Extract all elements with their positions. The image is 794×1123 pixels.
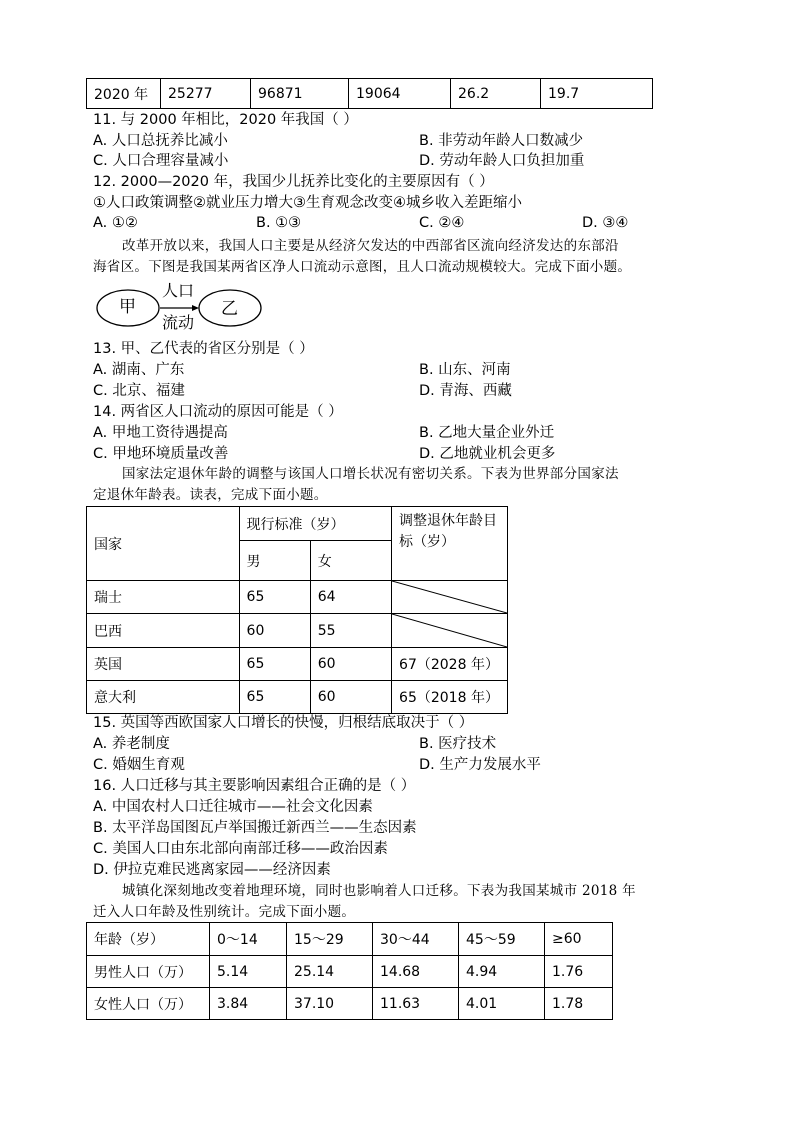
table-cell: 37.10 — [287, 988, 373, 1020]
question-13-option-d[interactable]: D. 青海、西藏 — [419, 383, 512, 399]
region-yi-label: 乙 — [221, 299, 238, 319]
question-15-stem: 15. 英国等西欧国家人口增长的快慢，归根结底取决于（ ） — [93, 715, 474, 731]
cell-target: 67（2028 年） — [392, 648, 508, 681]
table-cell: 1.76 — [545, 956, 613, 988]
question-14-option-c[interactable]: C. 甲地环境质量改善 — [93, 446, 229, 462]
retirement-age-table — [86, 506, 508, 714]
cell-country: 巴西 — [87, 614, 240, 648]
table-row — [87, 988, 613, 1020]
table-cell: 25.14 — [287, 956, 373, 988]
table-row — [87, 581, 508, 614]
question-12-option-a[interactable]: A. ①② — [93, 215, 138, 231]
table-row — [87, 79, 653, 109]
question-15-option-b[interactable]: B. 医疗技术 — [419, 736, 497, 752]
arrow-label-bottom: 流动 — [162, 313, 195, 332]
passage-3-line-1: 城镇化深刻地改变着地理环境，同时也影响着人口迁移。下表为我国某城市 2018 年 — [122, 883, 636, 899]
question-12-option-d[interactable]: D. ③④ — [582, 215, 629, 231]
table-row — [87, 923, 613, 956]
passage-2-line-1: 国家法定退休年龄的调整与该国人口增长状况有密切关系。下表为世界部分国家法 — [122, 466, 619, 482]
question-15-option-c[interactable]: C. 婚姻生育观 — [93, 757, 185, 773]
header-current-standard: 现行标准（岁） — [239, 507, 392, 541]
cell-female: 55 — [310, 614, 391, 648]
table-cell: 11.63 — [373, 988, 459, 1020]
table-cell: 0～14 — [210, 923, 287, 956]
table-cell: 26.2 — [451, 79, 541, 109]
passage-1-line-2: 海省区。下图是我国某两省区净人口流动示意图，且人口流动规模较大。完成下面小题。 — [93, 259, 632, 275]
question-16-option-d[interactable]: D. 伊拉克难民逃离家园——经济因素 — [93, 862, 331, 878]
question-14-option-d[interactable]: D. 乙地就业机会更多 — [419, 446, 556, 462]
header-female: 女 — [310, 541, 391, 581]
question-16-option-c[interactable]: C. 美国人口由东北部向南部迁移——政治因素 — [93, 841, 388, 857]
table-cell: 25277 — [161, 79, 251, 109]
migration-diagram — [96, 281, 266, 334]
table-cell: 45～59 — [459, 923, 545, 956]
question-16-option-b[interactable]: B. 太平洋岛国图瓦卢举国搬迁新西兰——生态因素 — [93, 820, 417, 836]
population-table — [86, 78, 653, 109]
header-target: 调整退休年龄目标（岁） — [392, 507, 508, 581]
question-12-stem: 12. 2000—2020 年，我国少儿抚养比变化的主要原因有（ ） — [93, 174, 494, 190]
cell-female: 64 — [310, 581, 391, 614]
cell-female: 60 — [310, 681, 391, 714]
question-12-items: ①人口政策调整②就业压力增大③生育观念改变④城乡收入差距缩小 — [93, 195, 522, 211]
region-jia-label: 甲 — [119, 297, 136, 317]
passage-3-line-2: 迁入人口年龄及性别统计。完成下面小题。 — [93, 904, 356, 920]
table-cell: 年龄（岁） — [87, 923, 210, 956]
question-16-stem: 16. 人口迁移与其主要影响因素组合正确的是（ ） — [93, 778, 416, 794]
question-11-option-b[interactable]: B. 非劳动年龄人口数减少 — [419, 133, 584, 149]
cell-target-empty — [392, 581, 508, 614]
cell-country: 意大利 — [87, 681, 240, 714]
question-13-option-a[interactable]: A. 湖南、广东 — [93, 362, 185, 378]
table-cell: 30～44 — [373, 923, 459, 956]
passage-1-line-1: 改革开放以来，我国人口主要是从经济欠发达的中西部省区流向经济发达的东部沿 — [122, 238, 619, 254]
cell-male: 65 — [239, 681, 310, 714]
cell-female: 60 — [310, 648, 391, 681]
table-cell: 19.7 — [541, 79, 653, 109]
cell-male: 65 — [239, 648, 310, 681]
table-cell: 1.78 — [545, 988, 613, 1020]
cell-male: 65 — [239, 581, 310, 614]
question-11-option-a[interactable]: A. 人口总抚养比减小 — [93, 133, 228, 149]
cell-target: 65（2018 年） — [392, 681, 508, 714]
question-11-option-c[interactable]: C. 人口合理容量减小 — [93, 153, 229, 169]
table-cell: 女性人口（万） — [87, 988, 210, 1020]
table-cell: 14.68 — [373, 956, 459, 988]
cell-country: 瑞士 — [87, 581, 240, 614]
cell-male: 60 — [239, 614, 310, 648]
table-cell: 19064 — [349, 79, 451, 109]
table-cell: 3.84 — [210, 988, 287, 1020]
question-13-option-c[interactable]: C. 北京、福建 — [93, 383, 185, 399]
question-12-option-b[interactable]: B. ①③ — [256, 215, 302, 231]
question-14-stem: 14. 两省区人口流动的原因可能是（ ） — [93, 404, 343, 420]
arrow-label-top: 人口 — [162, 281, 195, 300]
question-14-option-a[interactable]: A. 甲地工资待遇提高 — [93, 425, 228, 441]
migrant-population-table — [86, 922, 613, 1020]
table-row — [87, 648, 508, 681]
header-male: 男 — [239, 541, 310, 581]
question-13-stem: 13. 甲、乙代表的省区分别是（ ） — [93, 341, 314, 357]
cell-country: 英国 — [87, 648, 240, 681]
header-country: 国家 — [87, 507, 240, 581]
question-11-option-d[interactable]: D. 劳动年龄人口负担加重 — [419, 153, 585, 169]
question-16-option-a[interactable]: A. 中国农村人口迁往城市——社会文化因素 — [93, 799, 373, 815]
table-cell: 15～29 — [287, 923, 373, 956]
question-13-option-b[interactable]: B. 山东、河南 — [419, 362, 511, 378]
table-row — [87, 614, 508, 648]
table-cell: 4.94 — [459, 956, 545, 988]
table-cell: 4.01 — [459, 988, 545, 1020]
table-cell: 男性人口（万） — [87, 956, 210, 988]
table-row — [87, 507, 508, 541]
table-cell: 5.14 — [210, 956, 287, 988]
question-11-stem: 11. 与 2000 年相比，2020 年我国（ ） — [93, 112, 358, 128]
question-15-option-d[interactable]: D. 生产力发展水平 — [419, 757, 541, 773]
question-14-option-b[interactable]: B. 乙地大量企业外迁 — [419, 425, 555, 441]
table-cell: ≥60 — [545, 923, 613, 956]
cell-target-empty — [392, 614, 508, 648]
question-12-option-c[interactable]: C. ②④ — [419, 215, 465, 231]
table-row — [87, 956, 613, 988]
passage-2-line-2: 定退休年龄表。读表，完成下面小题。 — [93, 487, 328, 503]
table-cell: 2020 年 — [87, 79, 161, 109]
question-15-option-a[interactable]: A. 养老制度 — [93, 736, 170, 752]
table-cell: 96871 — [251, 79, 349, 109]
table-row — [87, 681, 508, 714]
